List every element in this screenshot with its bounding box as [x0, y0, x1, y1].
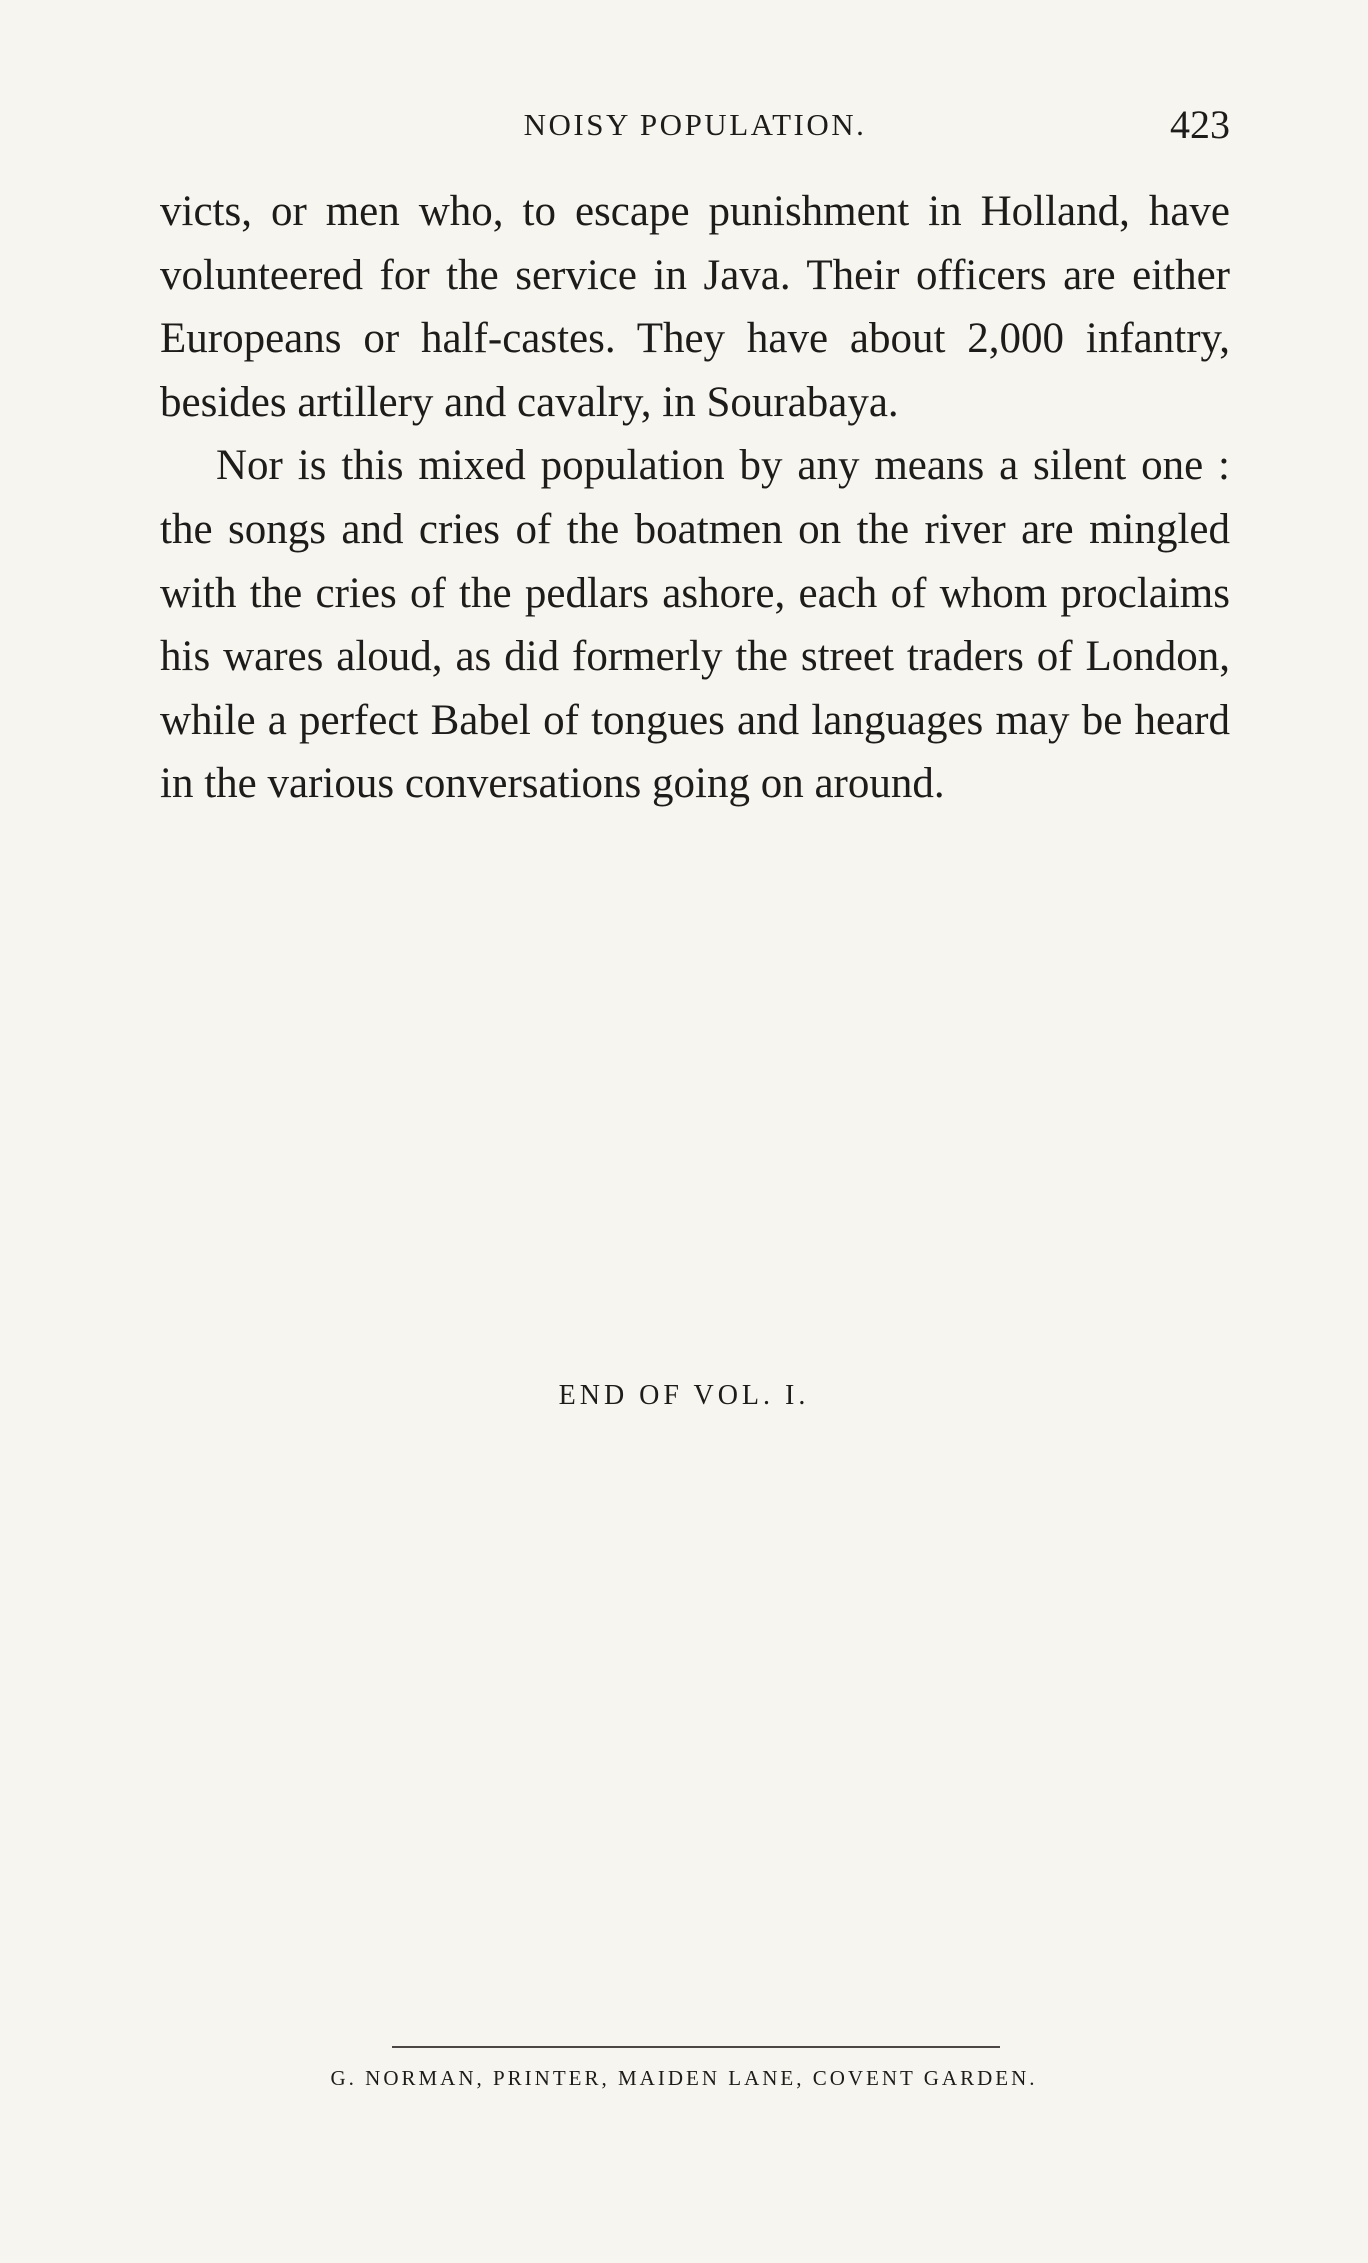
body-text [160, 180, 1230, 816]
imprint-rule [392, 2046, 1000, 2048]
printer-imprint: G. NORMAN, PRINTER, MAIDEN LANE, COVENT GARDEN. [330, 2066, 1038, 2090]
paragraph-continued: victs, or men who, to escape punishment in Holland, have volunteered for the service in Java. Their officers are either Europeans or half-castes. They have about 2,000 infantry, besides artillery and cavalry, in Sourabaya. [160, 188, 1230, 426]
end-of-volume-note: END OF VOL. I. [558, 1380, 810, 1411]
running-head [160, 100, 1230, 150]
paragraph: Nor is this mixed population by any means a silent one : the songs and cries of the boatmen on the river are mingled with the cries of the pedlars ashore, each of whom proclaims his wares aloud, as did formerly the street traders of London, while a perfect Babel of tongues and languages may be heard in the various conversations going on around. [160, 442, 1230, 808]
running-title: NOISY POPULATION. [523, 107, 867, 142]
page-number: 423 [1170, 102, 1230, 147]
